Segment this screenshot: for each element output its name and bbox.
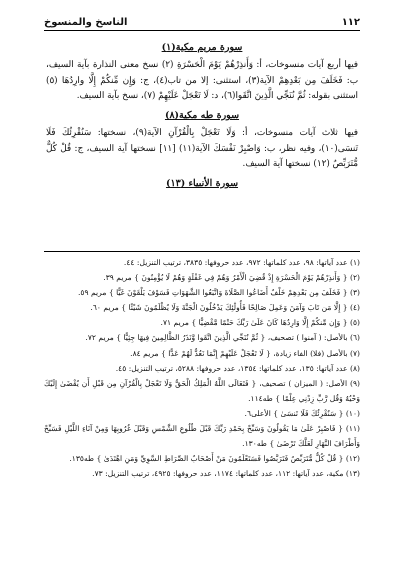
footnote-2: (٢) { وَأَنذِرْهُمْ يَوْمَ الْحَسْرَةِ إِذْ قُضِيَ الْأَمْرُ وَهُمْ فِي غَفْلَةٍ وَهُمْ لَا يُؤْمِنُونَ } مريم ٣٩. (103, 273, 360, 283)
footnote-10: (١٠) { سَنُقْرِئُكَ فَلَا تَنسَىٰ } الأعلى٦. (244, 408, 360, 418)
running-title: الناسخ والمنسوخ (44, 17, 128, 28)
section-maryam (46, 40, 358, 104)
footnote-8: (٨) عدد آياتها: ١٣٥، عدد كلماتها: ١٣٥٤، عدد حروفها: ٥٢٨٨، ترتيب التنزيل: ٤٥. (115, 363, 360, 373)
footnote-7: (٧) بالأصل (فلا) الفاء زيادة، { لَا تَعْجَلْ عَلَيْهِمْ إِنَّمَا نَعُدُّ لَهُمْ عَدًّا } مريم ٨٤. (130, 348, 360, 358)
footnote-12: (١٢) { قُلْ كُلٌّ مُّتَرَبِّصٌ فَتَرَبَّصُوا فَسَتَعْلَمُونَ مَنْ أَصْحَابُ الصِّرَاطِ السَّوِيِّ وَمَنِ اهْتَدَىٰ } طه١٣٥. (69, 454, 360, 464)
header-rule (44, 30, 360, 31)
footnote-rule (44, 251, 360, 252)
surah-title-taha: سورة طه مكية(٨) (164, 110, 240, 122)
section-anbiya (46, 176, 358, 191)
paragraph-maryam: فيها أربع آيات منسوخات، أ: وَأَنذِرْهُمْ يَوْمَ الْحَسْرَةِ (٢) نسخ معنى النذارة بآية السيف، ب: فَخَلَفَ مِن بَعْدِهِمْ الآية(٣)، استثنى: إلا من تاب(٤)، ج: وَإِن مِّنكُمْ إِلَّا وارِدُهَا (٥) استثنى بقوله: ثُمَّ نُنَجِّي الَّذِينَ اتَّقَوا(٦)، د: لَا تَعْجَلْ عَلَيْهِمْ (٧)، نسخ بآية السيف. (46, 60, 358, 101)
footnote-9: (٩) الأصل: ( الميزان ) تصحيف، { فَتَعَالَى اللَّهُ الْمَلِكُ الْحَقُّ وَلَا تَعْجَلْ بِالْقُرْآنِ مِن قَبْلِ أَن يُقْضَىٰ إِلَيْكَ وَحْيُهُ وَقُل رَّبِّ زِدْنِي عِلْمًا } طه١١٤. (44, 378, 360, 403)
footnote-3: (٣) { فَخَلَفَ مِن بَعْدِهِمْ خَلْفٌ أَضَاعُوا الصَّلَاةَ وَاتَّبَعُوا الشَّهَوَاتِ فَسَوْفَ يَلْقَوْنَ غَيًّا } مريم ٥٩. (77, 288, 360, 298)
running-head (44, 10, 360, 28)
footnote-4: (٤) { إِلَّا مَن تَابَ وَآمَنَ وَعَمِلَ صَالِحًا فَأُولَٰئِكَ يَدْخُلُونَ الْجَنَّةَ وَلَا يُظْلَمُونَ شَيْئًا } مريم ٦٠. (90, 303, 360, 313)
surah-title-anbiya: سورة الأنبياء (١٣) (165, 178, 239, 190)
footnote-1: (١) عدد آياتها: ٩٨، عدد كلماتها: ٩٧٢، عدد حروفها: ٣٨٣٥، ترتيب التنزيل: ٤٤. (123, 258, 360, 267)
surah-title-maryam: سورة مريم مكية(١) (161, 42, 243, 53)
footnote-13: (١٣) مكية، عدد آياتها: ١١٢، عدد كلماتها: ١١٧٤، عدد حروفها: ٤٩٢٥، ترتيب التنزيل: ٧٣. (92, 469, 360, 479)
main-text (46, 36, 358, 195)
footnotes (44, 255, 360, 481)
footnote-6: (٦) بالأصل: ( آمنوا ) تصحيف، { ثُمَّ نُنَجِّي الَّذِينَ اتَّقَوا وَّنَذَرُ الظَّالِمِينَ فِيهَا جِثِيًّا } مريم ٧٢. (85, 333, 360, 343)
paragraph-taha: فيها ثلاث آيات منسوخات، أ: وَلَا تَعْجَلْ بِالْقُرْآنِ الآية(٩)، نسختها: سَنُقْرِئُكَ فَلَا تَنسَى(١٠)، وفيه نظر، ب: وَاصْبِرْ نَفْسَكَ الآية(١١) [١١] نسختها آية السيف، ج: قُلْ كُلٌّ مُّتَرَبِّصٌ (١٢) نسختها آية السيف. (46, 128, 358, 170)
footnote-5: (٥) { وَإِن مِّنكُمْ إِلَّا وَارِدُهَا كَانَ عَلَىٰ رَبِّكَ حَتْمًا مَّقْضِيًّا } مريم ٧١. (160, 318, 360, 328)
footnote-11: (١١) { فَاصْبِرْ عَلَىٰ مَا يَقُولُونَ وَسَبِّحْ بِحَمْدِ رَبِّكَ قَبْلَ طُلُوعِ الشَّمْسِ وَقَبْلَ غُرُوبِهَا وَمِنْ آنَاءِ اللَّيْلِ فَسَبِّحْ وَأَطْرَافَ النَّهَارِ لَعَلَّكَ تَرْضَىٰ } طه١٣٠. (44, 424, 360, 449)
page-number: ١١٢ (341, 17, 360, 28)
section-taha (46, 108, 358, 172)
